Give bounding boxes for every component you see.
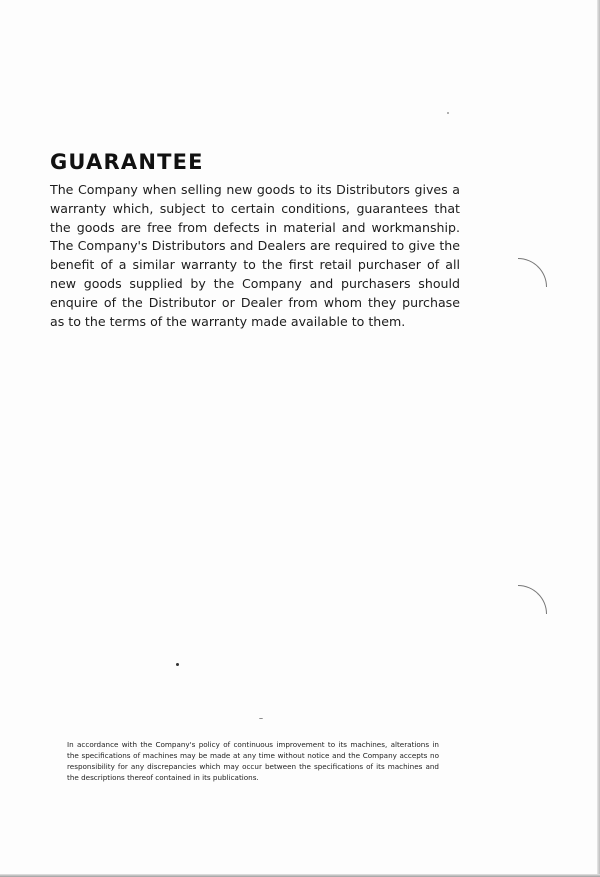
- ink-speck: [259, 718, 263, 719]
- ink-speck: [447, 112, 449, 114]
- guarantee-heading: GUARANTEE: [50, 150, 204, 174]
- ink-speck: [176, 663, 179, 666]
- punch-hole-mark-top: [518, 258, 547, 287]
- specification-notice: In accordance with the Company's policy of continuous improvement to its machines, alterations in the specifications of machines may be made at any time without notice and the Company accepts no responsibility for any discrepancies which may occur between the specifications of its machines and the descriptions thereof contained in its publications.: [67, 740, 439, 782]
- punch-hole-mark-bottom: [518, 585, 547, 614]
- guarantee-body: The Company when selling new goods to its Distributors gives a warranty which, subject to certain conditions, guarantees that the goods are free from defects in material and workmanship. The Company's Distributors and Dealers are required to give the benefit of a similar warranty to the first retail purchaser of all new goods supplied by the Company and purchasers should enquire of the Distributor or Dealer from whom they purchase as to the terms of the warranty made available to them.: [50, 182, 460, 329]
